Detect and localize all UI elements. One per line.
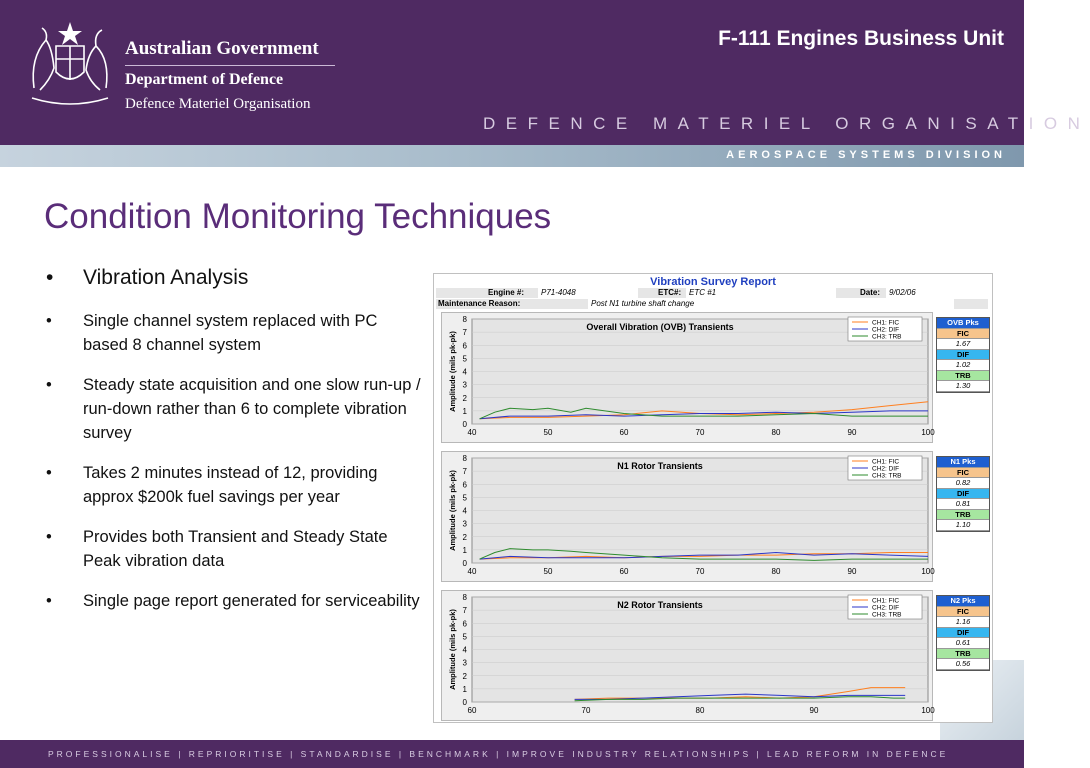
chart-title: N1 Rotor Transients <box>617 461 703 471</box>
fic-label: FIC <box>937 329 989 340</box>
engine-label: Engine #: <box>488 288 525 297</box>
dif-label: DIF <box>937 489 989 500</box>
bullet-text: Vibration Analysis <box>83 266 249 289</box>
coat-of-arms-icon <box>22 18 118 110</box>
chart-panel <box>441 590 933 721</box>
y-tick-label: 6 <box>462 480 467 490</box>
bullet-symbol: • <box>46 312 52 330</box>
x-tick-label: 50 <box>543 567 553 576</box>
x-tick-label: 80 <box>771 428 781 437</box>
y-tick-label: 8 <box>462 454 467 463</box>
report-header-row <box>436 288 988 298</box>
division-text: AEROSPACE SYSTEMS DIVISION <box>726 149 1006 161</box>
dif-label: DIF <box>937 628 989 639</box>
fic-label: FIC <box>937 468 989 479</box>
etc-value: ETC #1 <box>686 288 836 298</box>
y-tick-label: 0 <box>462 559 467 568</box>
peaks-header: N2 Pks <box>937 596 989 607</box>
x-tick-label: 100 <box>921 428 935 437</box>
y-tick-label: 8 <box>462 315 467 324</box>
x-tick-label: 90 <box>809 706 819 715</box>
x-tick-label: 100 <box>921 706 935 715</box>
legend-label: CH3: TRB <box>872 611 902 619</box>
trb-label: TRB <box>937 510 989 521</box>
n2-chart <box>442 591 935 720</box>
legend-label: CH1: FIC <box>872 597 900 605</box>
chart-panel <box>441 451 933 582</box>
chart-panel <box>441 312 933 443</box>
n1-chart <box>442 452 935 581</box>
y-tick-label: 1 <box>462 684 467 694</box>
bullet-symbol: • <box>46 464 52 482</box>
y-tick-label: 6 <box>462 619 467 629</box>
reason-value: Post N1 turbine shaft change <box>588 299 954 309</box>
bullet-symbol: • <box>46 592 52 610</box>
x-tick-label: 60 <box>619 567 629 576</box>
y-tick-label: 6 <box>462 341 467 351</box>
chart-title: N2 Rotor Transients <box>617 600 703 610</box>
legend-label: CH1: FIC <box>872 458 900 466</box>
fic-label: FIC <box>937 607 989 618</box>
x-tick-label: 80 <box>695 706 705 715</box>
fic-value: 1.16 <box>937 617 989 628</box>
footer-bar <box>0 740 1024 768</box>
y-tick-label: 4 <box>462 367 467 377</box>
x-tick-label: 60 <box>619 428 629 437</box>
x-tick-label: 60 <box>467 706 477 715</box>
bullet-item <box>44 309 424 357</box>
peaks-table <box>936 317 990 393</box>
gov-name: Australian Government <box>125 38 319 59</box>
bullet-item <box>44 461 424 509</box>
ovb-chart <box>442 313 935 442</box>
footer-text: PROFESSIONALISE | REPRIORITISE | STANDARDISE | BENCHMARK | IMPROVE INDUSTRY RELATIONSHIPS | LEAD REFORM IN DEFENCE <box>48 749 949 759</box>
bullet-item <box>44 265 424 291</box>
x-tick-label: 90 <box>847 428 857 437</box>
report-reason-row <box>436 299 988 309</box>
x-tick-label: 100 <box>921 567 935 576</box>
trb-value: 0.56 <box>937 659 989 670</box>
trb-value: 1.30 <box>937 381 989 392</box>
y-tick-label: 3 <box>462 380 467 390</box>
bullet-list <box>44 265 424 629</box>
department-name: Department of Defence <box>125 71 284 88</box>
legend-label: CH1: FIC <box>872 319 900 327</box>
y-tick-label: 7 <box>462 606 467 616</box>
y-tick-label: 2 <box>462 532 467 542</box>
dif-value: 0.81 <box>937 499 989 510</box>
date-value: 9/02/06 <box>886 288 988 298</box>
legend-label: CH3: TRB <box>872 333 902 341</box>
y-tick-label: 1 <box>462 545 467 555</box>
legend-label: CH2: DIF <box>872 326 900 334</box>
y-tick-label: 4 <box>462 506 467 516</box>
bullet-text: Single page report generated for serviceability <box>83 592 420 610</box>
legend-label: CH3: TRB <box>872 472 902 480</box>
y-tick-label: 5 <box>462 354 467 364</box>
dif-label: DIF <box>937 350 989 361</box>
organisation-name: Defence Materiel Organisation <box>125 96 311 112</box>
x-tick-label: 70 <box>695 567 705 576</box>
bullet-symbol: • <box>46 376 52 394</box>
y-tick-label: 7 <box>462 328 467 338</box>
y-tick-label: 2 <box>462 393 467 403</box>
unit-title: F-111 Engines Business Unit <box>718 27 1004 50</box>
slide-title: Condition Monitoring Techniques <box>44 197 552 236</box>
bullet-symbol: • <box>46 528 52 546</box>
bullet-item <box>44 525 424 573</box>
fic-value: 1.67 <box>937 339 989 350</box>
division-bar <box>0 145 1024 167</box>
peaks-table <box>936 595 990 671</box>
etc-label: ETC#: <box>658 288 682 297</box>
y-tick-label: 5 <box>462 632 467 642</box>
y-tick-label: 2 <box>462 671 467 681</box>
vibration-survey-report <box>433 273 993 723</box>
y-tick-label: 4 <box>462 645 467 655</box>
bullet-item <box>44 589 424 613</box>
y-axis-label: Amplitude (mils pk-pk) <box>448 331 457 412</box>
engine-value: P71-4048 <box>538 288 638 298</box>
dmo-banner-text: DEFENCE MATERIEL ORGANISATION <box>483 114 1090 133</box>
x-tick-label: 50 <box>543 428 553 437</box>
bullet-text: Takes 2 minutes instead of 12, providing approx $200k fuel savings per year <box>83 464 378 506</box>
chart-title: Overall Vibration (OVB) Transients <box>586 322 734 332</box>
y-tick-label: 0 <box>462 698 467 707</box>
peaks-header: OVB Pks <box>937 318 989 329</box>
y-axis-label: Amplitude (mils pk-pk) <box>448 470 457 551</box>
x-tick-label: 70 <box>581 706 591 715</box>
trb-label: TRB <box>937 371 989 382</box>
y-tick-label: 0 <box>462 420 467 429</box>
y-axis-label: Amplitude (mils pk-pk) <box>448 609 457 690</box>
peaks-header: N1 Pks <box>937 457 989 468</box>
header-banner <box>0 0 1090 145</box>
y-tick-label: 3 <box>462 658 467 668</box>
legend-label: CH2: DIF <box>872 465 900 473</box>
bullet-item <box>44 373 424 445</box>
peaks-table <box>936 456 990 532</box>
y-tick-label: 3 <box>462 519 467 529</box>
y-tick-label: 1 <box>462 406 467 416</box>
legend-label: CH2: DIF <box>872 604 900 612</box>
trb-value: 1.10 <box>937 520 989 531</box>
reason-label: Maintenance Reason: <box>438 299 521 308</box>
fic-value: 0.82 <box>937 478 989 489</box>
gov-divider <box>125 65 335 66</box>
bullet-symbol: • <box>46 266 54 289</box>
x-tick-label: 40 <box>467 428 477 437</box>
x-tick-label: 70 <box>695 428 705 437</box>
trb-label: TRB <box>937 649 989 660</box>
x-tick-label: 90 <box>847 567 857 576</box>
x-tick-label: 40 <box>467 567 477 576</box>
report-title: Vibration Survey Report <box>650 276 776 288</box>
y-tick-label: 8 <box>462 593 467 602</box>
bullet-text: Single channel system replaced with PC based 8 channel system <box>83 312 378 354</box>
x-tick-label: 80 <box>771 567 781 576</box>
dif-value: 1.02 <box>937 360 989 371</box>
date-label: Date: <box>860 288 881 297</box>
dif-value: 0.61 <box>937 638 989 649</box>
y-tick-label: 5 <box>462 493 467 503</box>
bullet-text: Provides both Transient and Steady State Peak vibration data <box>83 528 388 570</box>
y-tick-label: 7 <box>462 467 467 477</box>
bullet-text: Steady state acquisition and one slow run-up / run-down rather than 6 to complete vibration survey <box>83 376 421 442</box>
